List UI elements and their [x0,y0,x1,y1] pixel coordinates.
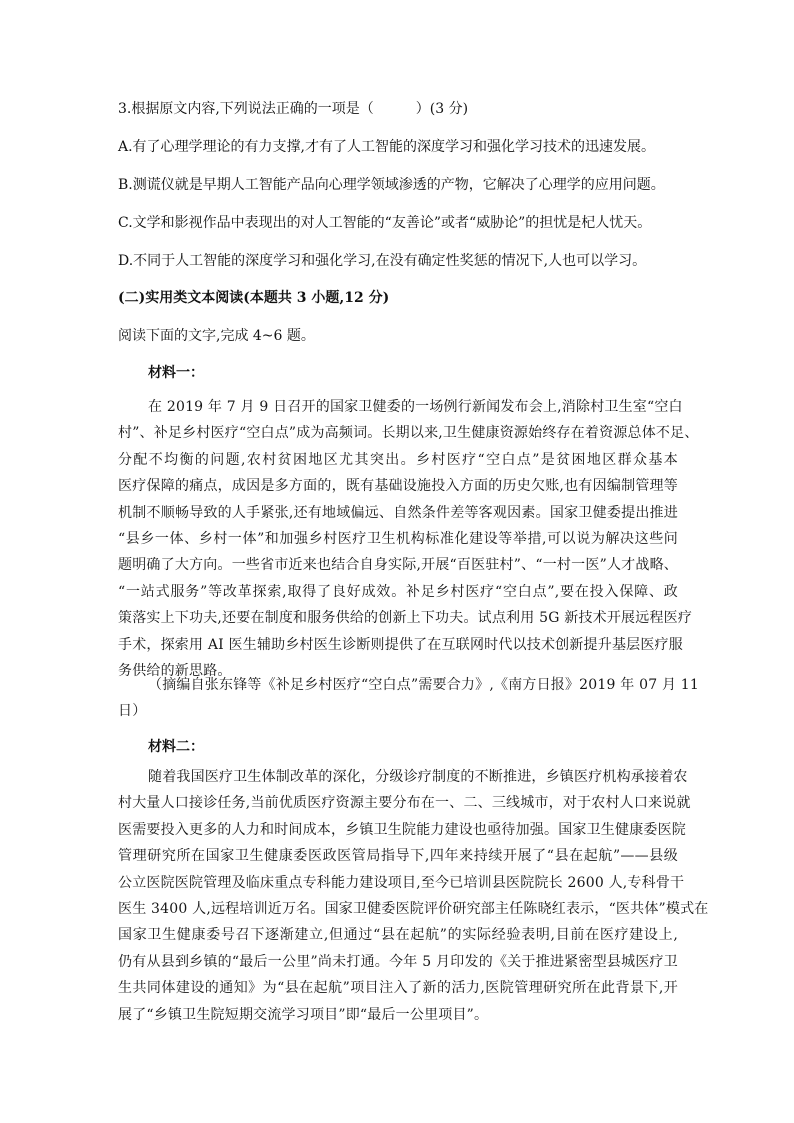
material-1-line: 务供给的新思路。 [118,662,232,679]
source-line: 日） [118,703,147,720]
material-2-line: 管理研究所在国家卫生健康委医政医管局指导下,四年来持续开展了“县在起航”——县级 [118,848,678,865]
material-2-line: 村大量人口接诊任务,当前优质医疗资源主要分布在一、二、三线城市，对于农村人口来说就 [118,795,691,812]
material-1-line: 村”、补足乡村医疗“空白点”成为高频词。长期以来,卫生健康资源始终存在着资源总体不足、 [118,425,699,442]
material-2-line: 公立医院医院管理及临床重点专科能力建设项目,至今已培训县医院院长 2600 人,专科骨干 [118,874,685,891]
section-heading: (二)实用类文本阅读(本题共 3 小题,12 分) [118,290,390,306]
material-2-line: 医生 3400 人,远程培训近万名。国家卫健委医院评价研究部主任陈晓红表示，“医共体”模式在 [118,900,709,917]
material-1-line: 机制不顺畅导致的人手紧张,还有地域偏远、自然条件差等客观因素。国家卫健委提出推进 [118,504,678,521]
section-instruction: 阅读下面的文字,完成 4~6 题。 [118,328,315,344]
option-c: C.文学和影视作品中表现出的对人工智能的“友善论”或者“威胁论”的担忧是杞人忧天。 [118,215,652,231]
option-a: A.有了心理学理论的有力支撑,才有了人工智能的深度学习和强化学习技术的迅速发展。 [118,139,656,155]
material-2-line: 随着我国医疗卫生体制改革的深化，分级诊疗制度的不断推进，乡镇医疗机构承接着农 [148,769,688,785]
material-1-line: 题明确了大方向。一些省市近来也结合自身实际,开展“百医驻村”、“一村一医”人才战略、 [118,557,678,574]
material-2-line: 生共同体建设的通知》为“县在起航”项目注入了新的活力,医院管理研究所在此背景下,开 [118,980,678,997]
material-1-label: 材料一： [148,365,204,381]
question-3-stem: 3.根据原文内容,下列说法正确的一项是（ ）(3 分) [118,101,469,117]
material-1-line: 医疗保障的痛点，成因是多方面的，既有基础设施投入方面的历史欠账,也有因编制管理等 [118,478,678,495]
material-1-line: 手术，探索用 AI 医生辅助乡村医生诊断则提供了在互联网时代以技术创新提升基层医疗服 [118,636,683,653]
material-1-line: “一站式服务”等改革探索,取得了良好成效。补足乡村医疗“空白点”,要在投入保障、政 [118,583,678,600]
material-1-source [118,672,700,725]
material-2-line: 展了“乡镇卫生院短期交流学习项目”即“最后一公里项目”。 [118,1006,489,1023]
material-1-line: “县乡一体、乡村一体”和加强乡村医疗卫生机构标准化建设等举措,可以说为解决这些问 [118,530,678,547]
material-1-line: 在 2019 年 7 月 9 日召开的国家卫健委的一场例行新闻发布会上,消除村卫生室“空白 [148,399,683,415]
material-1-body [118,394,699,684]
material-2-body [118,764,709,1028]
material-1-line: 分配不均衡的问题,农村贫困地区尤其突出。乡村医疗“空白点”是贫困地区群众基本 [118,451,678,468]
material-2-line: 仍有从县到乡镇的“最后一公里”尚未打通。今年 5 月印发的《关于推进紧密型县城医疗卫 [118,953,678,970]
option-d: D.不同于人工智能的深度学习和强化学习,在没有确定性奖惩的情况下,人也可以学习。 [118,253,647,269]
material-2-line: 国家卫生健康委号召下逐渐建立,但通过“县在起航”的实际经验表明,目前在医疗建设上, [118,927,678,944]
material-2-label: 材料二： [148,739,204,755]
material-1-line: 策落实上下功夫,还要在制度和服务供给的创新上下功夫。试点利用 5G 新技术开展远程医疗 [118,610,693,627]
material-2-line: 医需要投入更多的人力和时间成本，乡镇卫生院能力建设也亟待加强。国家卫生健康委医院 [118,821,686,838]
source-line: （摘编自张东锋等《补足乡村医疗“空白点”需要合力》,《南方日报》2019 年 07 月 11 [148,677,700,693]
option-b: B.测谎仪就是早期人工智能产品向心理学领域渗透的产物，它解决了心理学的应用问题。 [118,177,665,193]
